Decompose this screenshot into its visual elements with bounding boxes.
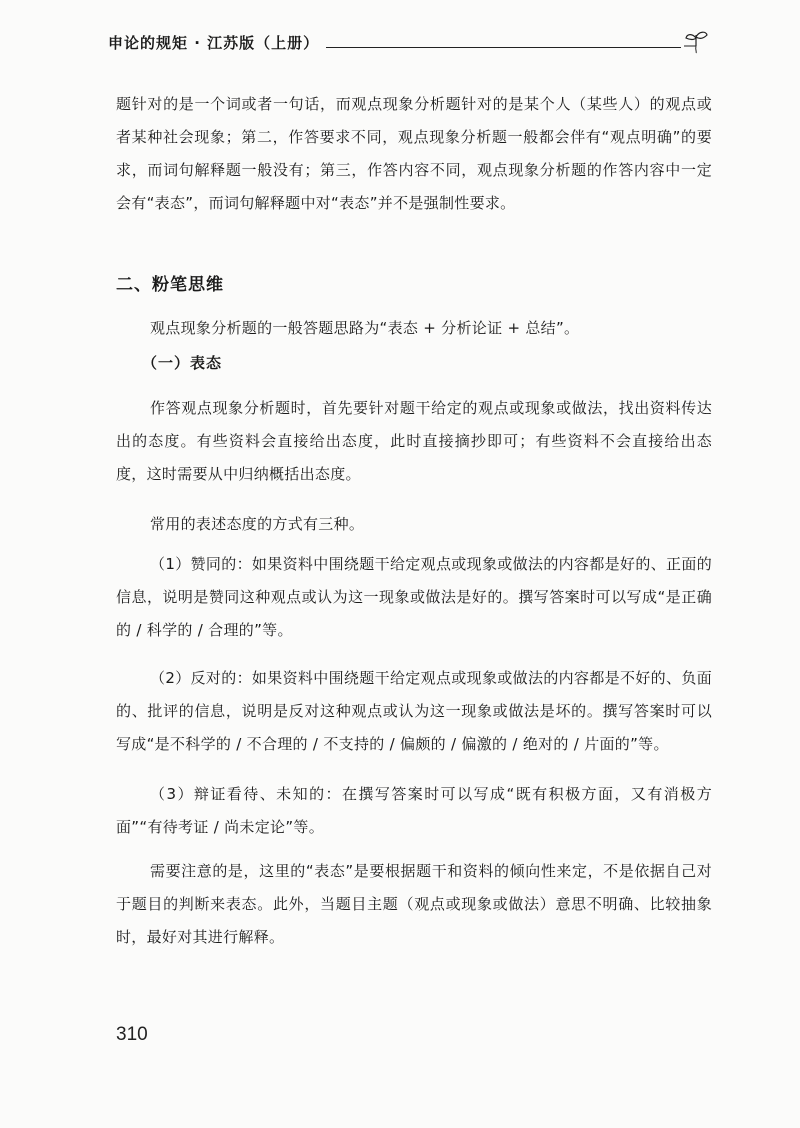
paragraph-5 xyxy=(116,778,712,844)
paragraph-text: 观点现象分析题的一般答题思路为“表态 + 分析论证 + 总结”。 xyxy=(150,319,580,337)
paragraph-1 xyxy=(116,392,712,491)
paragraph-3 xyxy=(116,548,712,647)
paragraph-continuation xyxy=(116,88,712,220)
sprout-icon xyxy=(682,30,710,54)
paragraph-text: 需要注意的是，这里的“表态”是要根据题干和资料的倾向性来定，不是依据自己对于题目的判断来表态。此外，当题目主题（观点或现象或做法）意思不明确、比较抽象时，最好对其进行解释。 xyxy=(116,862,712,946)
paragraph-text: （1）赞同的：如果资料中围绕题干给定观点或现象或做法的内容都是好的、正面的信息，说明是赞同这种观点或认为这一现象或做法是好的。撰写答案时可以写成“是正确的 / 科学的 / 合理的”等。 xyxy=(116,555,712,639)
paragraph-text: 作答观点现象分析题时，首先要针对题干给定的观点或现象或做法，找出资料传达出的态度。有些资料会直接给出态度，此时直接摘抄即可；有些资料不会直接给出态度，这时需要从中归纳概括出态度。 xyxy=(116,399,712,483)
page-number: 310 xyxy=(116,1024,148,1045)
book-title: 申论的规矩 · 江苏版（上册） xyxy=(108,34,320,52)
paragraph-text: （3）辩证看待、未知的：在撰写答案时可以写成“既有积极方面，又有消极方面”“有待考证 / 尚未定论”等。 xyxy=(116,785,712,836)
paragraph-2 xyxy=(116,508,712,541)
paragraph-text: 题针对的是一个词或者一句话，而观点现象分析题针对的是某个人（某些人）的观点或者某种社会现象；第二，作答要求不同，观点现象分析题一般都会伴有“观点明确”的要求，而词句解释题一般没有；第三，作答内容不同，观点现象分析题的作答内容中一定会有“表态”，而词句解释题中对“表态”并不是强制性要求。 xyxy=(116,95,712,212)
subheading: （一）表态 xyxy=(142,354,223,372)
running-header xyxy=(108,30,708,54)
paragraph-text: 常用的表述态度的方式有三种。 xyxy=(150,515,365,533)
header-rule xyxy=(326,47,681,48)
section-heading: 二、粉笔思维 xyxy=(116,275,224,295)
paragraph-text: （2）反对的：如果资料中围绕题干给定观点或现象或做法的内容都是不好的、负面的、批评的信息，说明是反对这种观点或认为这一现象或做法是坏的。撰写答案时可以写成“是不科学的 / 不合理的 / 不支持的 / 偏颇的 / 偏激的 / 绝对的 / 片面的”等。 xyxy=(116,669,712,753)
paragraph-6 xyxy=(116,855,712,954)
paragraph-intro xyxy=(116,312,712,345)
paragraph-4 xyxy=(116,662,712,761)
